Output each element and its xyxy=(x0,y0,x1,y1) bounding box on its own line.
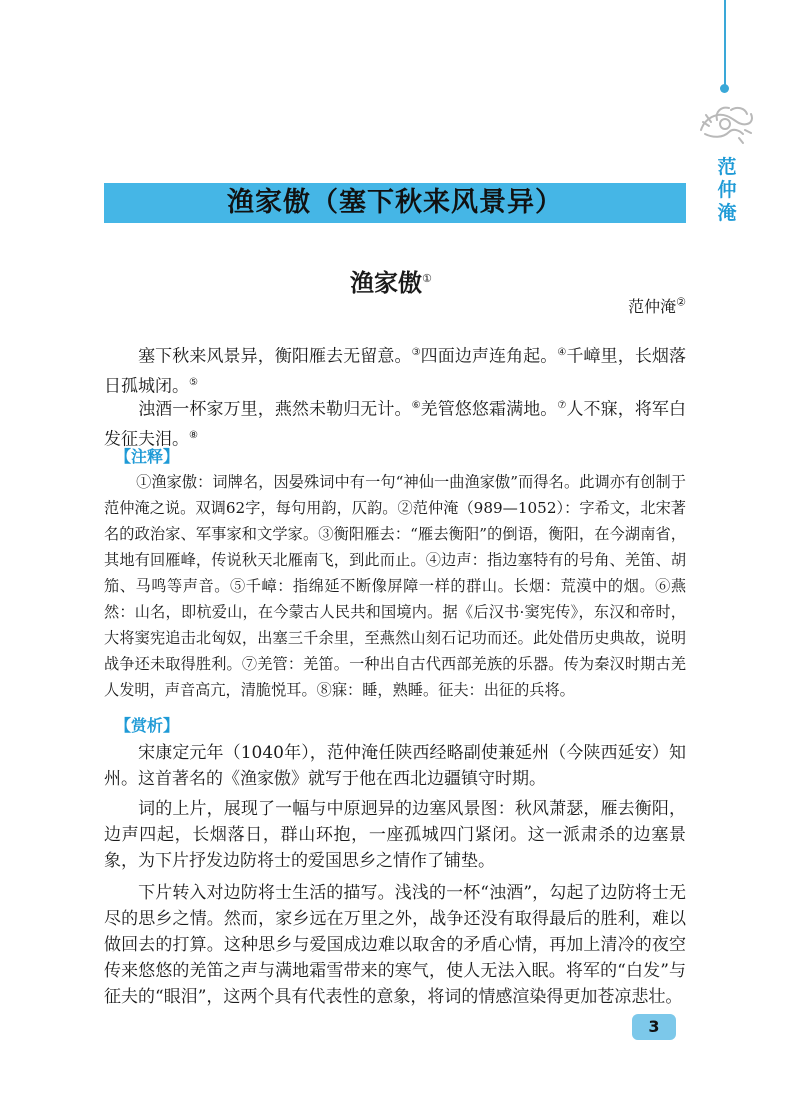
footnote-mark: ⑥ xyxy=(411,400,421,411)
stanza-segment: 四面边声连角起。 xyxy=(420,346,558,367)
stanza-segment: 千嶂里，长烟落日孤城闭。 xyxy=(104,346,687,397)
notes-body xyxy=(104,469,686,703)
stanza-segment: 塞下秋来风景异，衡阳雁去无留意。 xyxy=(138,346,412,367)
footnote-mark: ⑧ xyxy=(189,429,198,441)
analysis-label: 【赏析】 xyxy=(115,716,180,735)
chapter-title-bar xyxy=(104,183,686,223)
notes-label: 【注释】 xyxy=(115,447,180,466)
poem-stanza-1 xyxy=(104,340,686,399)
analysis-text: 宋康定元年（1040年），范仲淹任陕西经略副使兼延州（今陕西延安）知州。这首著名的《渔家傲》就写于他在西北边疆镇守时期。 xyxy=(104,743,686,789)
analysis-paragraph xyxy=(104,880,686,1010)
author-name: 范仲淹 xyxy=(628,297,677,316)
poem-stanza-2 xyxy=(104,393,686,452)
footnote-mark: ① xyxy=(422,272,432,285)
stanza-segment: 浊酒一杯家万里，燕然未勒归无计。 xyxy=(138,399,412,420)
analysis-paragraph xyxy=(104,740,686,792)
page-number: 3 xyxy=(632,1014,676,1040)
edge-line xyxy=(724,0,726,90)
footnote-mark: ④ xyxy=(557,347,567,358)
dragon-emblem-icon xyxy=(695,100,757,146)
footnote-mark: ② xyxy=(676,295,686,309)
edge-dot xyxy=(720,84,729,93)
poem-author xyxy=(628,294,686,317)
side-author-label: 范仲淹 xyxy=(717,156,737,224)
analysis-paragraph xyxy=(104,796,686,874)
stanza-segment: 羌管悠悠霜满地。 xyxy=(420,399,558,420)
analysis-text: 下片转入对边防将士生活的描写。浅浅的一杯“浊酒”，勾起了边防将士无尽的思乡之情。然而，家乡远在万里之外，战争还没有取得最后的胜利，难以做回去的打算。这种思乡与爱国成边难以取舍的矛盾心情，再加上清冷的夜空传来悠悠的羌笛之声与满地霜雪带来的寒气，使人无法入眠。将军的“白发”与征夫的“眼泪”，这两个具有代表性的意象，将词的情感渲染得更加苍凉悲壮。 xyxy=(104,883,686,1007)
footnote-mark: ⑦ xyxy=(557,400,567,411)
notes-text: ①渔家傲：词牌名，因晏殊词中有一句“神仙一曲渔家傲”而得名。此调亦有创制于范仲淹之说。双调62字，每句用韵，仄韵。②范仲淹（989—1052）：字希文，北宋著名的政治家、军事家和文学家。③衡阳雁去：“雁去衡阳”的倒语，衡阳，在今湖南省，其地有回雁峰，传说秋天北雁南飞，到此而止。④边声：指边塞特有的号角、羌笛、胡笳、马鸣等声音。⑤千嶂：指绵延不断像屏障一样的群山。长烟：荒漠中的烟。⑥燕然：山名，即杭爱山，在今蒙古人民共和国境内。据《后汉书·窦宪传》，东汉和帝时，大将窦宪追击北匈奴，出塞三千余里，至燕然山刻石记功而还。此处借历史典故，说明战争还未取得胜利。⑦羌管：羌笛。一种出自古代西部羌族的乐器。传为秦汉时期古羌人发明，声音高亢，清脆悦耳。⑧寐：睡，熟睡。征夫：出征的兵将。 xyxy=(104,473,686,699)
chapter-title: 渔家傲（塞下秋来风景异） xyxy=(227,187,563,218)
analysis-text: 词的上片，展现了一幅与中原迥异的边塞风景图：秋风萧瑟，雁去衡阳，边声四起，长烟落日，群山环抱，一座孤城四门紧闭。这一派肃杀的边塞景象，为下片抒发边防将士的爱国思乡之情作了铺垫。 xyxy=(104,799,686,871)
footnote-mark: ⑤ xyxy=(189,376,198,388)
stanza-segment: 人不寐，将军白发征夫泪。 xyxy=(104,399,687,450)
footnote-mark: ③ xyxy=(411,347,421,358)
poem-title-text: 渔家傲 xyxy=(350,269,422,297)
poem-title xyxy=(350,263,432,298)
